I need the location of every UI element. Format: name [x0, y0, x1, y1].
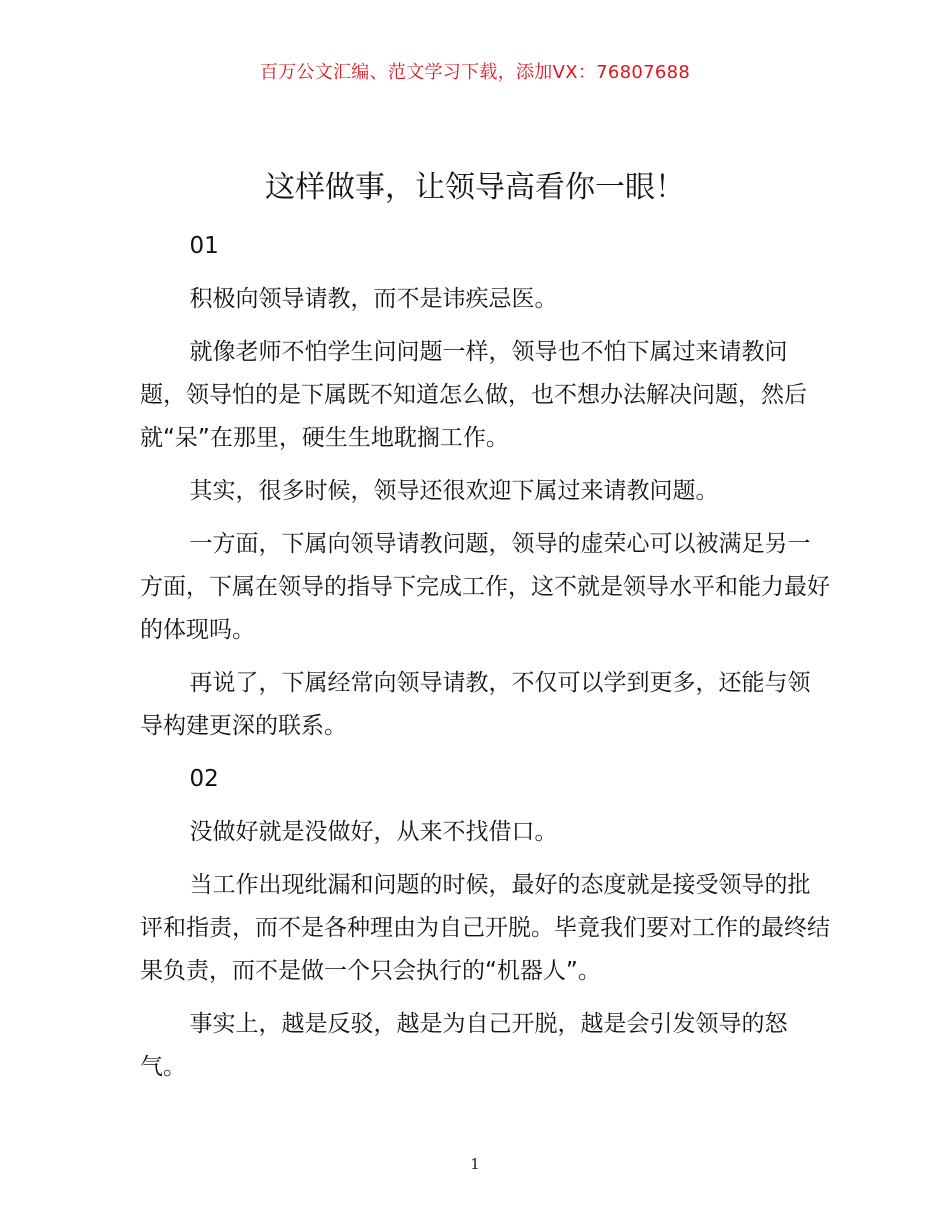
paragraph-5: 再说了，下属经常向领导请教，不仅可以学到更多，还能与领导构建更深的联系。	[140, 670, 811, 739]
paragraph-1: 积极向领导请教，而不是讳疾忌医。	[189, 286, 558, 312]
document-body	[140, 225, 830, 1099]
paragraph-2: 就像老师不怕学生问问题一样，领导也不怕下属过来请教问题，领导怕的是下属既不知道怎么做，也不想办法解决问题，然后就“呆”在那里，硬生生地耽搁工作。	[140, 339, 807, 451]
header-note: 百万公文汇编、范文学习下载，添加VX：76807688	[259, 62, 691, 83]
paragraph-8: 事实上，越是反驳，越是为自己开脱，越是会引发领导的怒气。	[140, 1011, 788, 1080]
section-number-02: 02	[189, 766, 219, 792]
paragraph-3: 其实，很多时候，领导还很欢迎下属过来请教问题。	[189, 478, 719, 504]
paragraph-4: 一方面，下属向领导请教问题，领导的虚荣心可以被满足另一方面，下属在领导的指导下完成工作，这不就是领导水平和能力最好的体现吗。	[140, 531, 830, 643]
document-title: 这样做事，让领导高看你一眼！	[265, 170, 685, 205]
section-number-01: 01	[189, 233, 219, 259]
paragraph-6: 没做好就是没做好，从来不找借口。	[189, 819, 558, 845]
paragraph-7: 当工作出现纰漏和问题的时候，最好的态度就是接受领导的批评和指责，而不是各种理由为自己开脱。毕竟我们要对工作的最终结果负责，而不是做一个只会执行的“机器人”。	[140, 872, 830, 984]
page-number: 1	[470, 1155, 480, 1173]
